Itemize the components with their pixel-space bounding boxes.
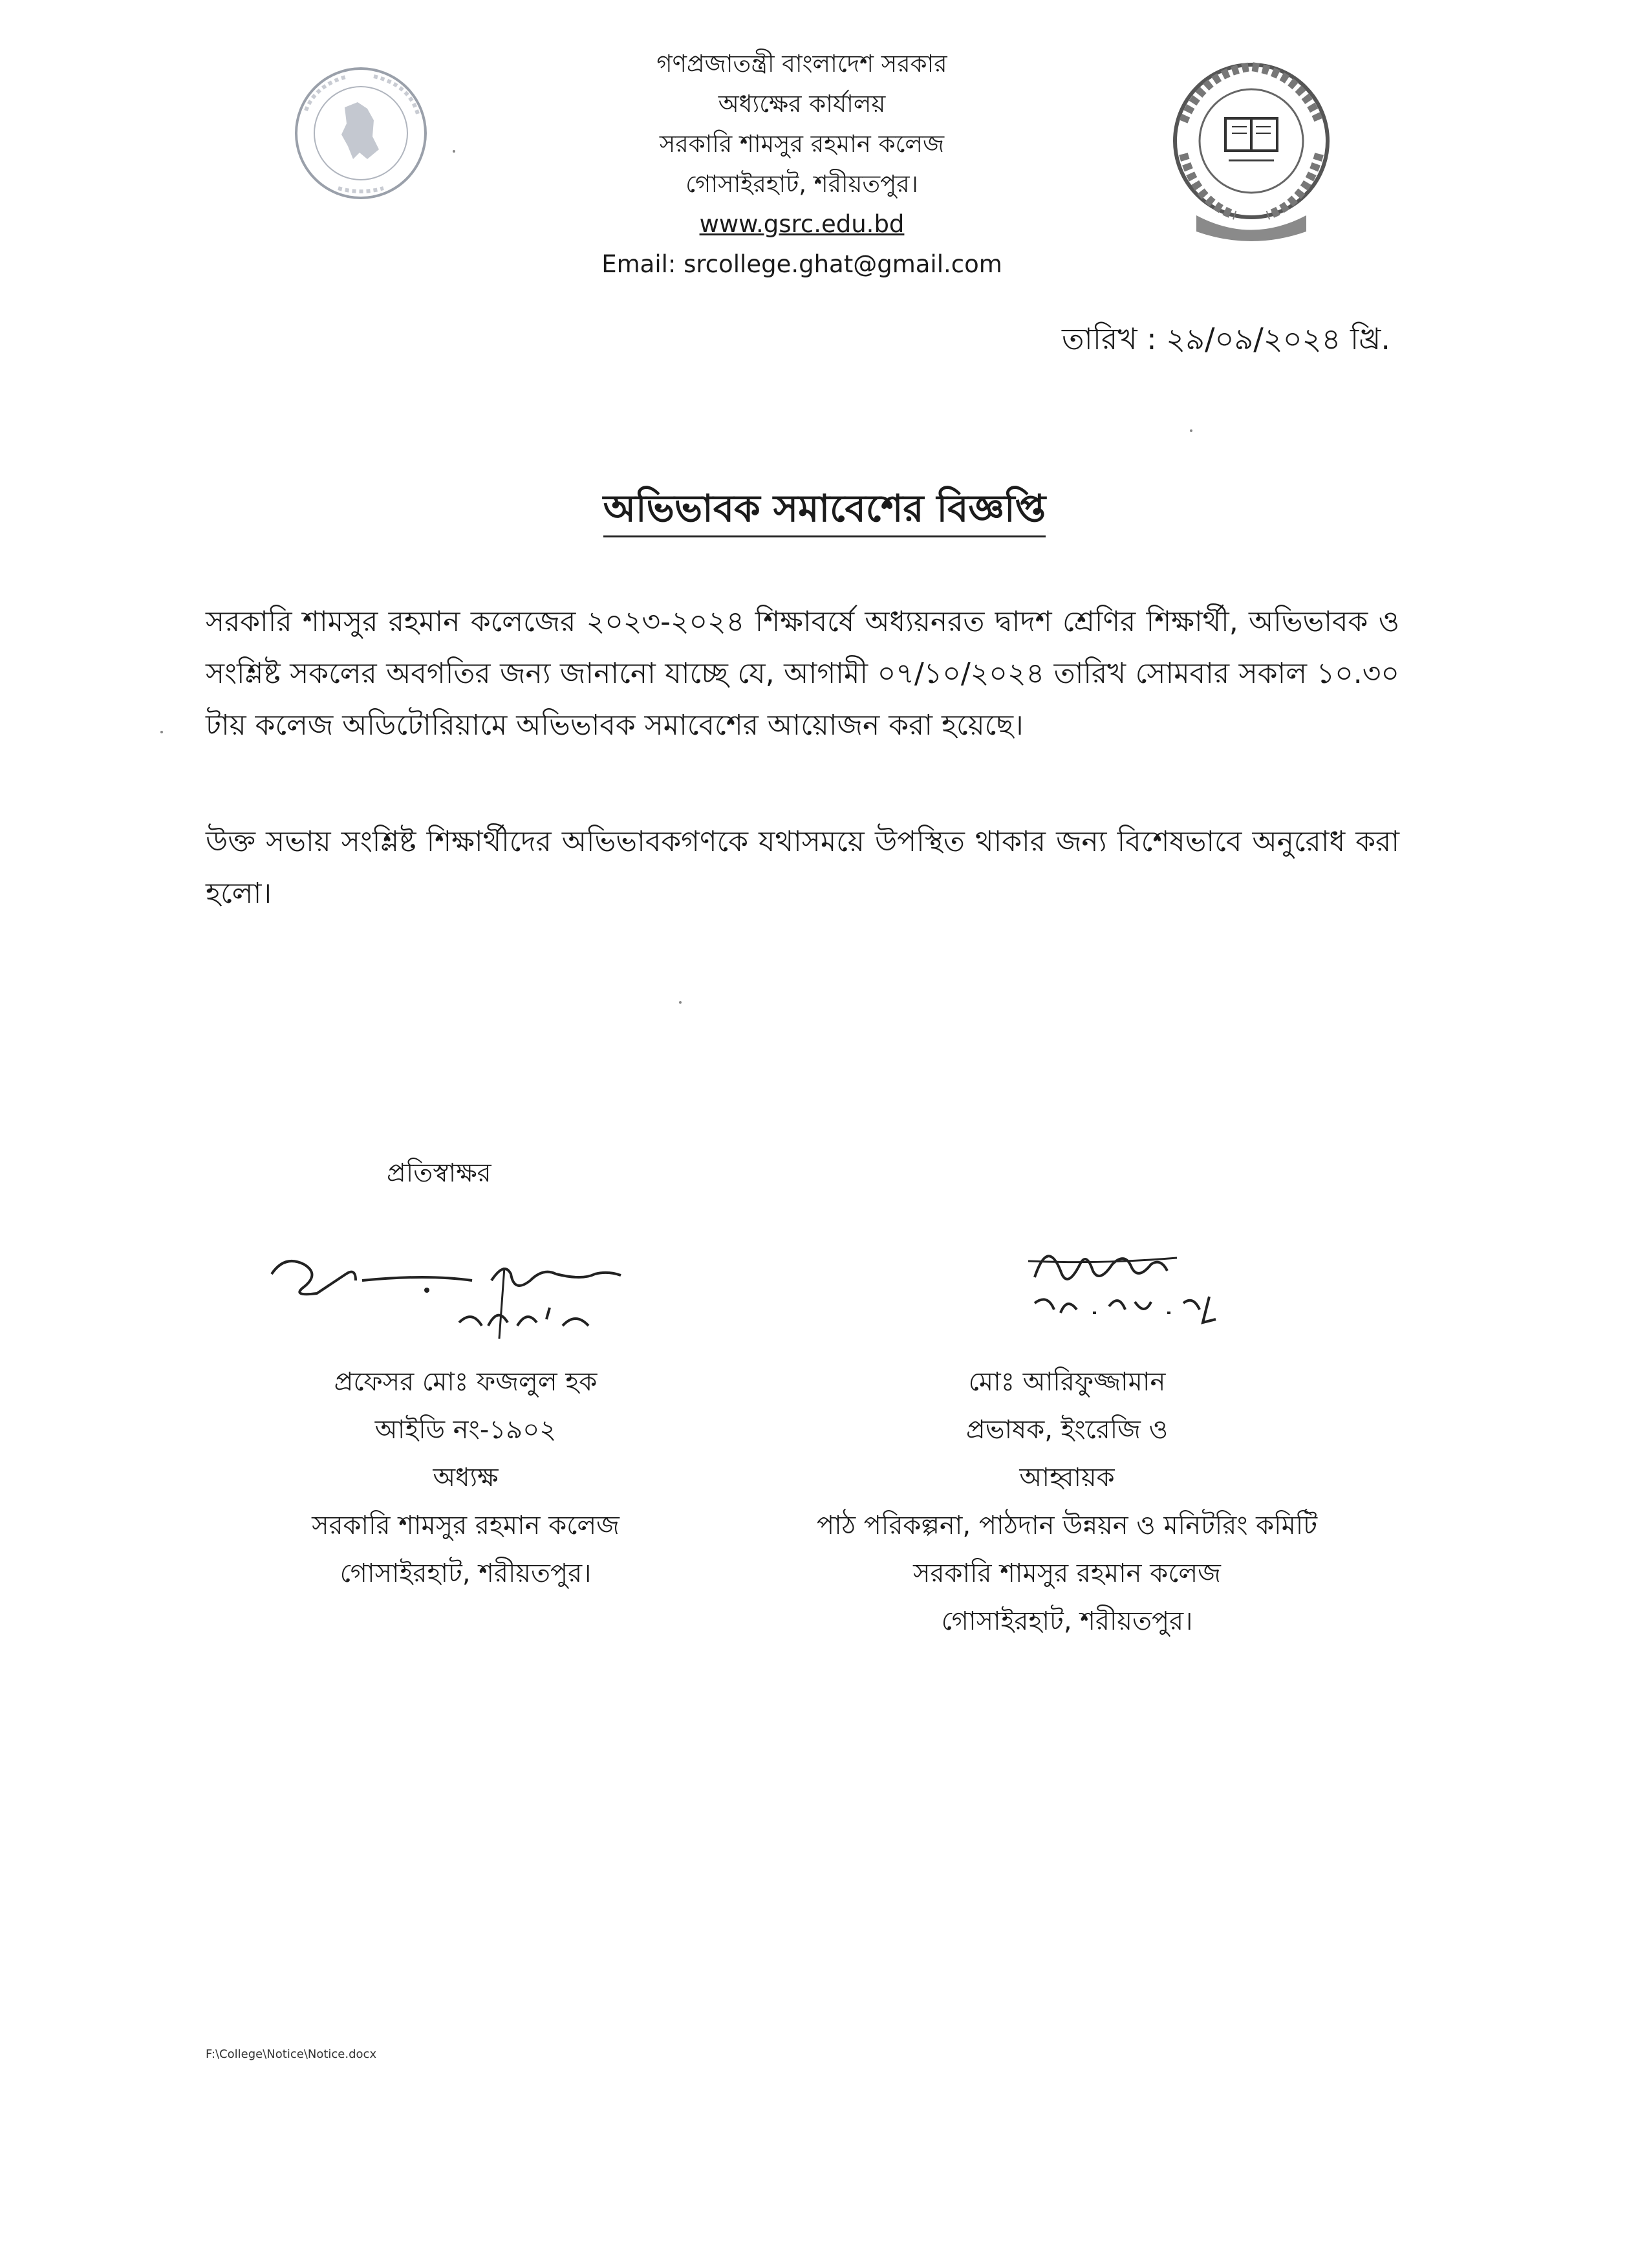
convener-committee: পাঠ পরিকল্পনা, পাঠদান উন্নয়ন ও মনিটরিং কমিটি	[816, 1511, 1318, 1540]
scan-speck	[679, 1001, 682, 1004]
convener-location: গোসাইরহাট, শরীয়তপুর।	[941, 1606, 1193, 1636]
convener-college: সরকারি শামসুর রহমান কলেজ	[913, 1559, 1221, 1588]
letterhead	[517, 44, 1086, 285]
principal-signatory-block	[246, 1358, 685, 1597]
college-location: গোসাইরহাট, শরীয়তপুর।	[685, 170, 918, 198]
principal-signature-icon	[259, 1235, 685, 1358]
scan-speck	[453, 150, 455, 153]
principal-designation: অধ্যক্ষ	[433, 1463, 499, 1493]
notice-title	[0, 480, 1649, 543]
website-link[interactable]: www.gsrc.edu.bd	[699, 210, 905, 238]
principal-name: প্রফেসর মোঃ ফজলুল হক	[334, 1367, 598, 1397]
principal-id: আইডি নং-১৯০২	[374, 1415, 557, 1445]
bangladesh-government-seal-icon	[277, 62, 445, 204]
scan-speck	[1190, 429, 1192, 432]
scan-speck	[160, 731, 163, 733]
countersign-label: প্রতিস্বাক্ষর	[387, 1158, 491, 1188]
file-path-footer: F:\College\Notice\Notice.docx	[206, 2047, 377, 2061]
convener-name: মোঃ আরিফুজ্জামান	[968, 1367, 1166, 1397]
notice-date: তারিখ : ২৯/০৯/২০২৪ খ্রি.	[1062, 321, 1390, 356]
principal-college: সরকারি শামসুর রহমান কলেজ	[312, 1511, 620, 1540]
convener-signatory-block	[737, 1358, 1397, 1645]
convener-role: আহ্বায়ক	[1019, 1463, 1115, 1493]
college-name: সরকারি শামসুর রহমান কলেজ	[659, 130, 945, 158]
college-emblem-seal-icon	[1164, 57, 1339, 244]
convener-designation: প্রভাষক, ইংরেজি ও	[965, 1415, 1169, 1445]
notice-paragraph-2: উক্ত সভায় সংশ্লিষ্ট শিক্ষার্থীদের অভিভাবকগণকে যথাসময়ে উপস্থিত থাকার জন্য বিশেষভাবে অনুরোধ করা হলো।	[206, 825, 1399, 910]
notice-paragraph-1: সরকারি শামসুর রহমান কলেজের ২০২৩-২০২৪ শিক্ষাবর্ষে অধ্যয়নরত দ্বাদশ শ্রেণির শিক্ষার্থী, অভিভাবক ও সংশ্লিষ্ট সকলের অবগতির জন্য জানানো যাচ্ছে যে, আগামী ০৭/১০/২০২৪ তারিখ সোমবার সকাল ১০.৩০ টায় কলেজ অডিটোরিয়ামে অভিভাবক সমাবেশের আয়োজন করা হয়েছে।	[206, 605, 1399, 742]
notice-title-text: অভিভাবক সমাবেশের বিজ্ঞপ্তি	[603, 486, 1046, 537]
government-name: গণপ্রজাতন্ত্রী বাংলাদেশ সরকার	[656, 50, 947, 78]
convener-signature-icon	[1022, 1226, 1267, 1355]
principal-location: গোসাইরহাট, শরীয়তপুর।	[339, 1559, 592, 1588]
office-name: অধ্যক্ষের কার্যালয়	[718, 90, 886, 118]
email-address: Email: srcollege.ghat@gmail.com	[601, 250, 1002, 278]
